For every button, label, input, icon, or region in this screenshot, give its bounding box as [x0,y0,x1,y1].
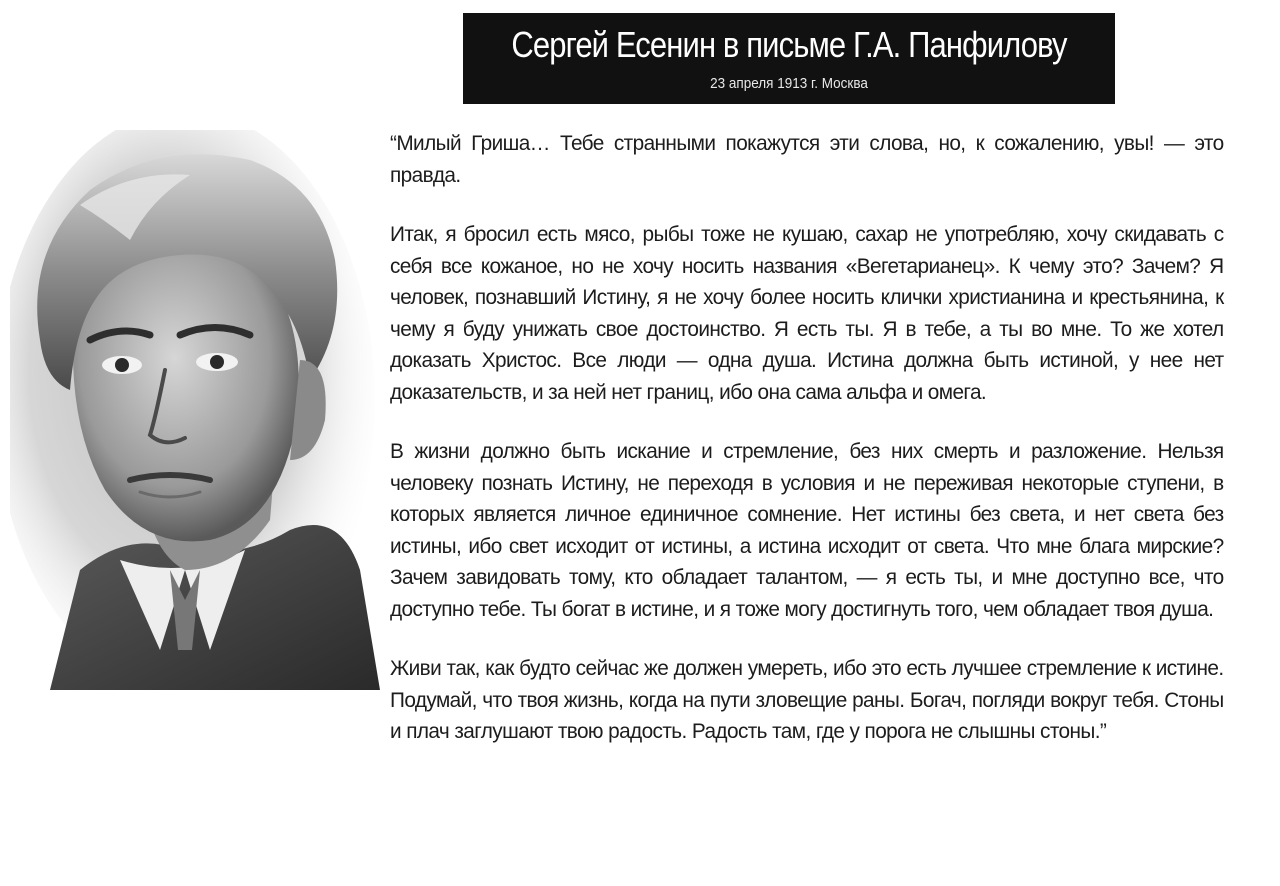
letter-paragraph: Итак, я бросил есть мясо, рыбы тоже не кушаю, сахар не употребляю, хочу скидавать с себя все кожаное, но не хочу носить названия «Вегетарианец». К чему это? Зачем? Я человек, познавший Истину, я не хочу более носить клички христианина и крестьянина, к чему я буду унижать свое достоинство. Я есть ты. Я в тебе, а ты во мне. То же хотел доказать Христос. Все люди — одна душа. Истина должна быть истиной, у нее нет доказательств, и за ней нет границ, ибо она сама альфа и омега. [390,223,1224,404]
letter-text [390,128,1232,748]
letter-paragraph: Живи так, как будто сейчас же должен умереть, ибо это есть лучшее стремление к истине. Подумай, что твоя жизнь, когда на пути зловещие раны. Богач, погляди вокруг тебя. Стоны и плач заглушают твою радость. Радость там, где у порога не слышны стоны.” [390,657,1224,743]
title-banner [463,13,1115,104]
letter-paragraph: “Милый Гриша… Тебе странными покажутся эти слова, но, к сожалению, увы! — это правда. [390,132,1224,187]
portrait-illustration-icon [10,130,380,690]
letter-paragraph: В жизни должно быть искание и стремление, без них смерть и разложение. Нельзя человеку познать Истину, не переходя в условия и не переживая некоторые ступени, в которых является личное единичное сомнение. Нет истины без света, и нет света без истины, ибо свет исходит от истины, а истина исходит от света. Что мне блага мирские? Зачем завидовать тому, кто обладает талантом, — я есть ты, и мне доступно все, что доступно тебе. Ты богат в истине, и я тоже могу достигнуть того, чем обладает твоя душа. [390,440,1224,621]
page-title: Сергей Есенин в письме Г.А. Панфилову [511,24,1067,65]
page-subtitle: 23 апреля 1913 г. Москва [710,75,868,92]
